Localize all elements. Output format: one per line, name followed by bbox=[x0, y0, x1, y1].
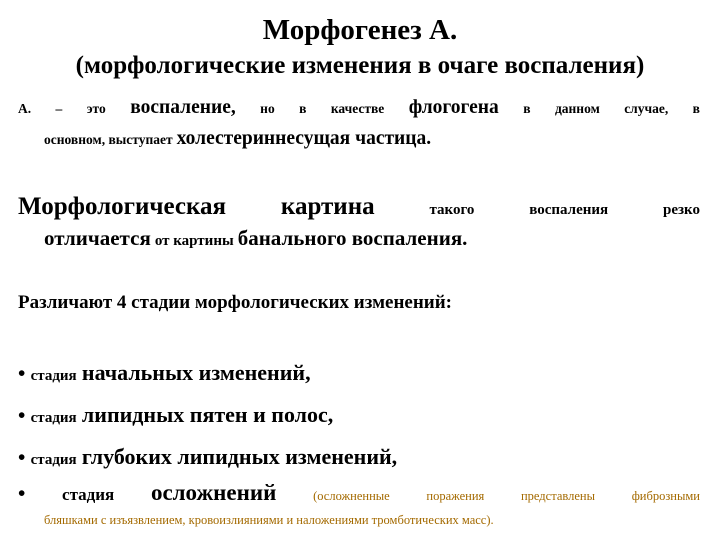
word: флогогена bbox=[408, 97, 499, 118]
word: воспаления bbox=[529, 202, 609, 218]
word: в bbox=[299, 101, 307, 116]
stage-name: глубоких липидных изменений, bbox=[81, 444, 398, 469]
text-fragment: отличается bbox=[44, 226, 151, 250]
bullet: • bbox=[18, 481, 26, 505]
paragraph-picture-line1 bbox=[18, 193, 700, 221]
word: но bbox=[260, 101, 275, 116]
complications-note-word: фиброзными bbox=[631, 489, 700, 503]
bullet: • bbox=[18, 445, 26, 469]
text-fragment: основном, выступает bbox=[44, 132, 173, 147]
stage-name: осложнений bbox=[150, 480, 277, 505]
text-fragment: от картины bbox=[154, 233, 234, 249]
word: резко bbox=[663, 202, 700, 218]
slide-subtitle: (морфологические изменения в очаге воспаления) bbox=[75, 52, 645, 79]
stage-item bbox=[18, 360, 311, 386]
text-fragment: холестериннесущая частица. bbox=[176, 128, 432, 149]
word: воспаление, bbox=[130, 97, 236, 118]
word: Морфологическая bbox=[18, 193, 227, 220]
stage-prefix: стадия bbox=[62, 485, 115, 504]
bullet: • bbox=[18, 361, 26, 385]
paragraph-definition-line2 bbox=[44, 128, 431, 150]
paragraph-picture-line2 bbox=[44, 226, 467, 251]
stage-item bbox=[18, 480, 700, 506]
word: качестве bbox=[330, 101, 385, 116]
slide-title: Морфогенез А. bbox=[262, 14, 458, 46]
word: – bbox=[55, 101, 63, 116]
stage-item bbox=[18, 402, 333, 428]
word: А. bbox=[18, 101, 32, 116]
word: в bbox=[692, 101, 700, 116]
word: случае, bbox=[624, 101, 669, 116]
word: в bbox=[523, 101, 531, 116]
stages-intro: Различают 4 стадии морфологических изменений: bbox=[18, 292, 453, 313]
complications-note-word: (осложненные bbox=[313, 489, 390, 503]
complications-note-word: поражения bbox=[426, 489, 485, 503]
stage-prefix: стадия bbox=[30, 410, 77, 426]
word: это bbox=[86, 101, 106, 116]
stage-item bbox=[18, 444, 397, 470]
text-fragment: банального воспаления. bbox=[237, 226, 468, 250]
word: картина bbox=[280, 193, 375, 220]
word: такого bbox=[429, 202, 475, 218]
complications-note-word: представлены bbox=[520, 489, 595, 503]
complications-note-line2: бляшками с изъязвлением, кровоизлияниями и наложениями тромботических масс). bbox=[44, 513, 494, 527]
stage-name: липидных пятен и полос, bbox=[81, 402, 334, 427]
stage-prefix: стадия bbox=[30, 452, 77, 468]
paragraph-definition-line1 bbox=[18, 97, 700, 119]
stage-name: начальных изменений, bbox=[81, 360, 311, 385]
bullet: • bbox=[18, 403, 26, 427]
word: данном bbox=[554, 101, 600, 116]
stage-prefix: стадия bbox=[30, 368, 77, 384]
